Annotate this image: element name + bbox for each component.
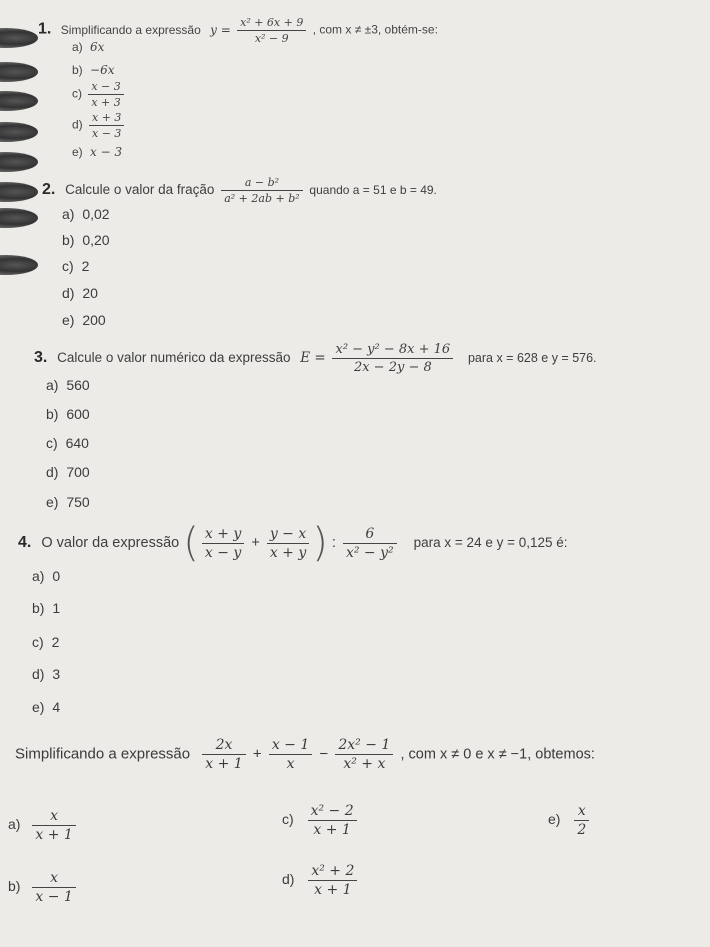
option-c [282,803,360,838]
option-d [72,111,127,140]
option-letter: c) [32,634,44,650]
fraction-denominator: x + y [267,543,309,561]
option-letter: e) [548,811,561,828]
option-b [32,600,60,616]
fraction-numerator: x − 3 [91,80,121,93]
fraction-denominator: x − y [202,543,244,561]
option-e [548,803,592,838]
option-value: 640 [65,435,89,451]
binder-hole-icon [0,255,38,275]
option-letter: d) [46,464,59,480]
question-2-stem [42,176,437,205]
expression-fraction [221,176,302,205]
question-text: Calcule o valor numérico da expressão [57,350,291,366]
option-fraction [32,870,75,905]
option-letter: a) [32,568,45,584]
binder-hole-icon [0,62,38,82]
option-c [32,634,59,650]
question-text: O valor da expressão [41,534,180,551]
option-value: 2 [51,634,60,650]
option-fraction [32,808,75,843]
question-number: 2. [42,181,56,199]
condition-text: , com x ≠ ±3, obtém-se: [312,22,438,37]
option-letter: c) [282,811,294,828]
option-c [46,435,89,451]
binder-hole-icon [0,91,38,111]
option-letter: b) [72,63,83,77]
option-letter: c) [72,86,82,101]
option-value: 750 [66,494,90,510]
condition-text: quando a = 51 e b = 49. [309,183,437,198]
fraction-numerator: 6 [365,525,375,542]
option-a [8,808,79,843]
binder-hole-icon [0,152,38,172]
option-b [8,870,79,905]
option-value: 0,20 [82,232,110,248]
option-letter: e) [46,494,59,510]
binder-hole-icon [0,122,38,142]
option-a [32,568,60,584]
fraction-denominator: x − 3 [89,125,124,140]
option-letter: e) [32,699,45,715]
question-text: Calcule o valor da fração [65,182,215,198]
option-value: 200 [82,312,106,328]
fraction-denominator: x + 1 [308,880,357,898]
fraction-denominator: x² − 9 [237,30,306,45]
option-a [62,206,110,222]
fraction-numerator: y − x [269,525,307,542]
operator-divide: : [331,534,336,551]
fraction-numerator: 2x [215,737,233,753]
option-value: 560 [66,377,90,393]
option-e [46,494,90,510]
fraction-numerator: x² + 6x + 9 [240,16,304,29]
option-letter: d) [32,666,45,682]
question-text: Simplificando a expressão [15,745,191,763]
question-4-stem: 4. O valor da expressão ( $\frac{x + y}{x - y}$ + $\frac{y - x}{x + y}$ ) : $\frac{6}{\text{x² − y²}}$ para x = 24 e y = 0,125 é: [18,520,568,566]
option-a [72,40,104,54]
fraction-numerator: x + 3 [92,111,122,124]
fraction-denominator: 2 [574,820,589,838]
expression-fraction-1 [202,526,244,561]
condition-text: , com x ≠ 0 e x ≠ −1, obtemos: [400,746,595,763]
expression-fraction-1 [202,737,245,772]
fraction-denominator: x + 1 [32,825,75,843]
binder-hole-icon [0,208,38,228]
option-letter: a) [72,40,83,54]
option-value: −6x [90,63,115,77]
fraction-denominator: x² − y² [343,543,397,561]
option-d [62,285,98,301]
option-letter: b) [32,600,45,616]
question-number: 4. [18,533,32,551]
question-text: Simplificando a expressão [60,22,201,37]
fraction-numerator: x + y [204,525,242,542]
fraction-denominator: 2x − 2y − 8 [332,358,453,375]
fraction-denominator: x + 1 [202,754,245,772]
option-d [282,863,360,898]
option-letter: a) [8,816,21,833]
option-value: 4 [52,699,61,715]
option-letter: d) [282,871,295,888]
option-value: 20 [82,285,98,301]
option-e [72,145,122,159]
option-fraction [308,803,357,838]
option-letter: a) [62,206,75,222]
option-value: 1 [52,600,61,616]
expression-fraction-2 [267,526,309,561]
binder-hole-icon [0,182,38,202]
expression-fraction-3 [335,737,393,772]
option-d [46,464,90,480]
fraction-denominator: x + 1 [308,820,357,838]
fraction-numerator: x [50,808,59,824]
binder-hole-icon [0,28,38,48]
expression-fraction [237,16,306,45]
operator-minus: − [319,745,329,763]
option-value: 0 [52,568,61,584]
question-5-stem [15,737,595,772]
option-value: 6x [90,40,105,54]
option-letter: d) [72,117,83,132]
fraction-denominator: x − 1 [32,887,75,905]
question-number: 3. [34,349,48,367]
option-value: 600 [66,406,90,422]
option-value: 2 [81,258,90,274]
option-c [72,80,127,109]
question-number: 1. [38,20,52,38]
operator-plus: + [251,534,260,551]
option-b [46,406,90,422]
option-letter: c) [46,435,58,451]
option-letter: b) [62,232,75,248]
option-letter: a) [46,377,59,393]
option-fraction [89,111,124,140]
expression-fraction-3 [343,526,397,561]
option-letter: e) [72,145,83,159]
fraction-numerator: x² + 2 [311,863,355,879]
option-b [72,63,114,77]
option-fraction [574,803,589,838]
question-3-stem [34,342,597,375]
option-a [46,377,90,393]
operator-plus: + [252,745,262,763]
fraction-denominator: x + 3 [88,94,123,109]
fraction-numerator: x − 1 [271,737,310,753]
option-letter: d) [62,285,75,301]
fraction-denominator: x [269,754,312,772]
condition-text: para x = 24 e y = 0,125 é: [413,534,568,550]
option-value: 3 [52,666,61,682]
fraction-numerator: x² − y² − 8x + 16 [335,342,451,357]
option-letter: c) [62,258,74,274]
option-e [32,699,60,715]
expression-lhs: E = [300,350,326,367]
fraction-denominator: x² + x [335,754,393,772]
option-letter: e) [62,312,75,328]
fraction-numerator: x [577,803,586,819]
expression-fraction [332,342,453,375]
fraction-numerator: x² − 2 [310,803,354,819]
option-c [62,258,89,274]
expression-fraction-2 [269,737,312,772]
fraction-numerator: a − b² [244,176,280,189]
option-fraction [308,863,357,898]
option-value: 0,02 [82,206,110,222]
option-b [62,232,110,248]
expression-lhs: y = [210,22,231,37]
option-value: x − 3 [90,145,123,159]
option-fraction [88,80,123,109]
fraction-denominator: a² + 2ab + b² [221,190,302,205]
option-value: 700 [66,464,90,480]
option-e [62,312,106,328]
fraction-numerator: 2x² − 1 [338,737,391,753]
fraction-numerator: x [50,870,59,886]
option-letter: b) [46,406,59,422]
option-d [32,666,60,682]
condition-text: para x = 628 e y = 576. [467,351,597,366]
option-letter: b) [8,878,21,895]
